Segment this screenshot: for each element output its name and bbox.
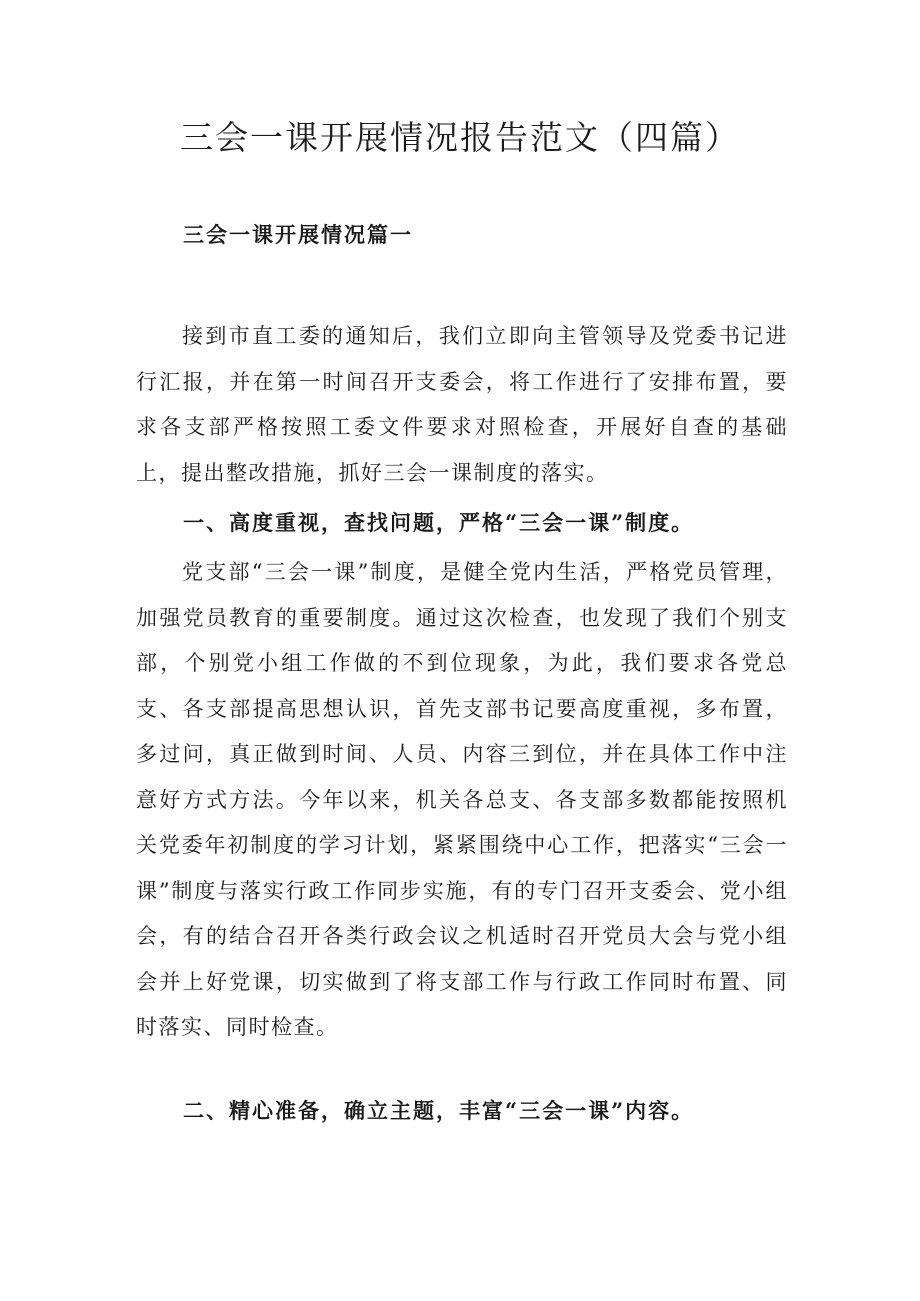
paragraph-two: 党支部“三会一课”制度，是健全党内生活，严格党员管理，加强党员教育的重要制度。通过这次检查，也发现了我们个别支部，个别党小组工作做的不到位现象，为此，我们要求各党总支、各支部提高思想认识，首先支部书记要高度重视，多布置，多过问，真正做到时间、人员、内容三到位，并在具体工作中注意好方式方法。今年以来，机关各总支、各支部多数都能按照机关党委年初制度的学习计划，紧紧围绕中心工作，把落实“三会一课”制度与落实行政工作同步实施，有的专门召开支委会、党小组会，有的结合召开各类行政会议之机适时召开党员大会与党小组会并上好党课，切实做到了将支部工作与行政工作同时布置、同时落实、同时检查。 [136, 560, 788, 1039]
paragraph-intro: 接到市直工委的通知后，我们立即向主管领导及党委书记进行汇报，并在第一时间召开支委会，将工作进行了安排布置，要求各支部严格按照工委文件要求对照检查，开展好自查的基础上，提出整改措施，抓好三会一课制度的落实。 [136, 324, 788, 485]
heading-two: 二、精心准备，确立主题，丰富“三会一课”内容。 [183, 1098, 695, 1123]
heading-one: 一、高度重视，查找问题，严格“三会一课”制度。 [183, 510, 695, 535]
section-subtitle: 三会一课开展情况篇一 [183, 222, 413, 247]
document-title: 三会一课开展情况报告范文（四篇） [180, 118, 740, 157]
